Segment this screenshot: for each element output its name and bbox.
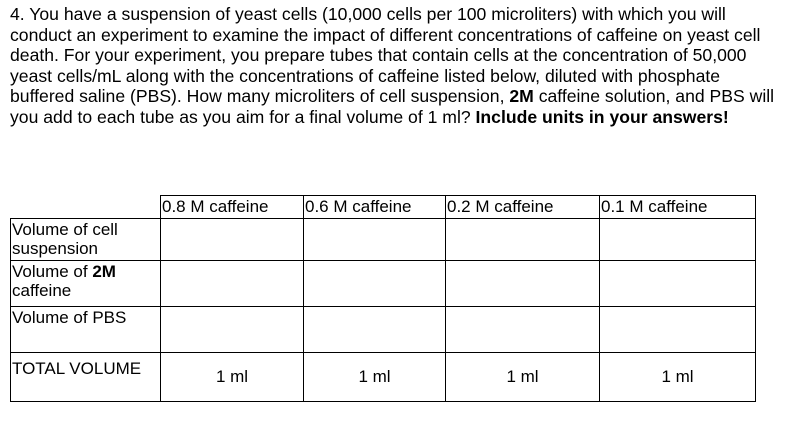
column-header: 0.1 M caffeine xyxy=(600,196,756,219)
answer-cell[interactable] xyxy=(446,219,600,261)
question-bold-concentration: 2M xyxy=(509,86,534,107)
row-label-pbs: Volume of PBS xyxy=(11,307,161,353)
answer-cell[interactable] xyxy=(446,261,600,307)
answer-cell[interactable] xyxy=(304,307,446,353)
answer-table xyxy=(10,195,756,402)
total-value: 1 ml xyxy=(161,353,304,402)
column-header: 0.6 M caffeine xyxy=(304,196,446,219)
row-label-total: TOTAL VOLUME xyxy=(11,353,161,402)
total-row xyxy=(11,353,756,402)
column-header: 0.2 M caffeine xyxy=(446,196,600,219)
column-header: 0.8 M caffeine xyxy=(161,196,304,219)
answer-cell[interactable] xyxy=(161,219,304,261)
row-label-caffeine xyxy=(11,261,161,307)
total-value: 1 ml xyxy=(446,353,600,402)
answer-cell[interactable] xyxy=(446,307,600,353)
header-row xyxy=(11,196,756,219)
row-label-cell-suspension: Volume of cell suspension xyxy=(11,219,161,261)
answer-cell[interactable] xyxy=(304,219,446,261)
answer-cell[interactable] xyxy=(600,219,756,261)
row-label-caffeine-prefix: Volume of xyxy=(12,262,93,281)
question-middle: caffeine solution, and PBS will you add to each tube as you aim for a final volume of 1 ml? xyxy=(10,86,775,127)
question-text xyxy=(10,4,786,128)
answer-cell[interactable] xyxy=(600,307,756,353)
total-value: 1 ml xyxy=(304,353,446,402)
question-intro: 4. You have a suspension of yeast cells (10,000 cells per 100 microliters) with which you will conduct an experiment to examine the impact of different concentrations of caffeine on yeast cell death. For your experiment, you prepare tubes that contain cells at the concentration of 50,000 yeast cells/mL along with the concentrations of caffeine listed below, diluted with phosphate buffered saline (PBS). How many microliters of cell suspension, xyxy=(10,4,761,107)
total-value: 1 ml xyxy=(600,353,756,402)
table-row xyxy=(11,219,756,261)
row-label-caffeine-bold: 2M xyxy=(92,262,116,281)
table-corner xyxy=(11,196,161,219)
answer-cell[interactable] xyxy=(161,261,304,307)
answer-cell[interactable] xyxy=(304,261,446,307)
answer-cell[interactable] xyxy=(161,307,304,353)
answer-cell[interactable] xyxy=(600,261,756,307)
row-label-caffeine-suffix: caffeine xyxy=(12,281,72,300)
table-row xyxy=(11,307,756,353)
table-row xyxy=(11,261,756,307)
question-bold-instruction: Include units in your answers! xyxy=(475,106,729,127)
